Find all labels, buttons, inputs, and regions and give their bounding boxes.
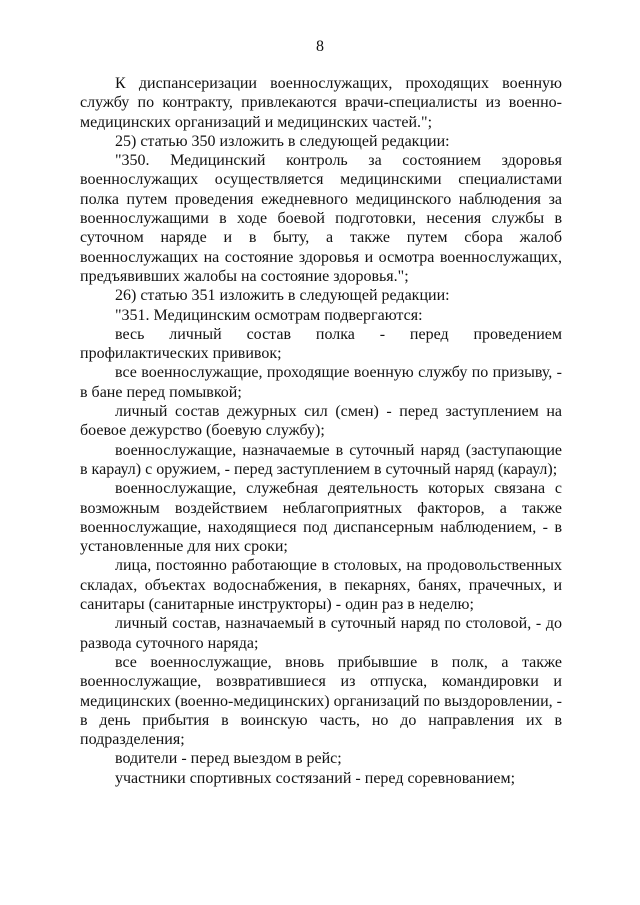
list-item: личный состав дежурных сил (смен) - перед заступлением на боевое дежурство (боевую службу); <box>80 403 562 440</box>
paragraph-item-25: 25) статью 350 изложить в следующей редакции: <box>115 132 450 150</box>
list-item: лица, постоянно работающие в столовых, на продовольственных складах, объектах водоснабжения, в пекарнях, банях, прачечных, и санитары (санитарные инструкторы) - один раз в неделю; <box>80 557 562 614</box>
list-item: военнослужащие, назначаемые в суточный наряд (заступающие в караул) с оружием, - перед заступлением в суточный наряд (караул); <box>80 441 562 478</box>
paragraph-article-351: "351. Медицинским осмотрам подвергаются: <box>115 306 423 324</box>
paragraph-article-350: "350. Медицинский контроль за состоянием здоровья военнослужащих осуществляется медицинскими специалистами полка путем проведения ежедневного медицинского наблюдения за военнослужащими в ходе боевой подготовки, несения службы в суточном наряде и в быту, а также путем сбора жалоб военнослужащих на состояние здоровья и осмотра военнослужащих, предъявивших жалобы на состояние здоровья."; <box>80 152 562 285</box>
paragraph-dispensary-contract: К диспансеризации военнослужащих, проходящих военную службу по контракту, привлекаются врачи-специалисты из военно-медицинских организаций и медицинских частей."; <box>80 75 562 131</box>
list-item: водители - перед выездом в рейс; <box>115 750 342 768</box>
list-item: личный состав, назначаемый в суточный наряд по столовой, - до развода суточного наряда; <box>80 615 562 652</box>
list-item: весь личный состав полка - перед проведением профилактических прививок; <box>80 325 562 363</box>
list-item: военнослужащие, служебная деятельность которых связана с возможным воздействием неблагоприятных факторов, а также военнослужащие, находящиеся под диспансерным наблюдением, - в установленные для них сроки; <box>80 480 562 556</box>
paragraph-item-26: 26) статью 351 изложить в следующей редакции: <box>115 287 450 305</box>
document-body <box>80 74 562 788</box>
list-item: все военнослужащие, проходящие военную службу по призыву, - в бане перед помывкой; <box>80 364 562 401</box>
page-number: 8 <box>316 38 324 55</box>
list-item: участники спортивных состязаний - перед соревнованием; <box>115 769 516 787</box>
list-item: все военнослужащие, вновь прибывшие в полк, а также военнослужащие, возвратившиеся из отпуска, командировки и медицинских (военно-медицинских) организаций по выздоровлении, - в день прибытия в воинскую часть, но до направления их в подразделения; <box>80 653 562 749</box>
